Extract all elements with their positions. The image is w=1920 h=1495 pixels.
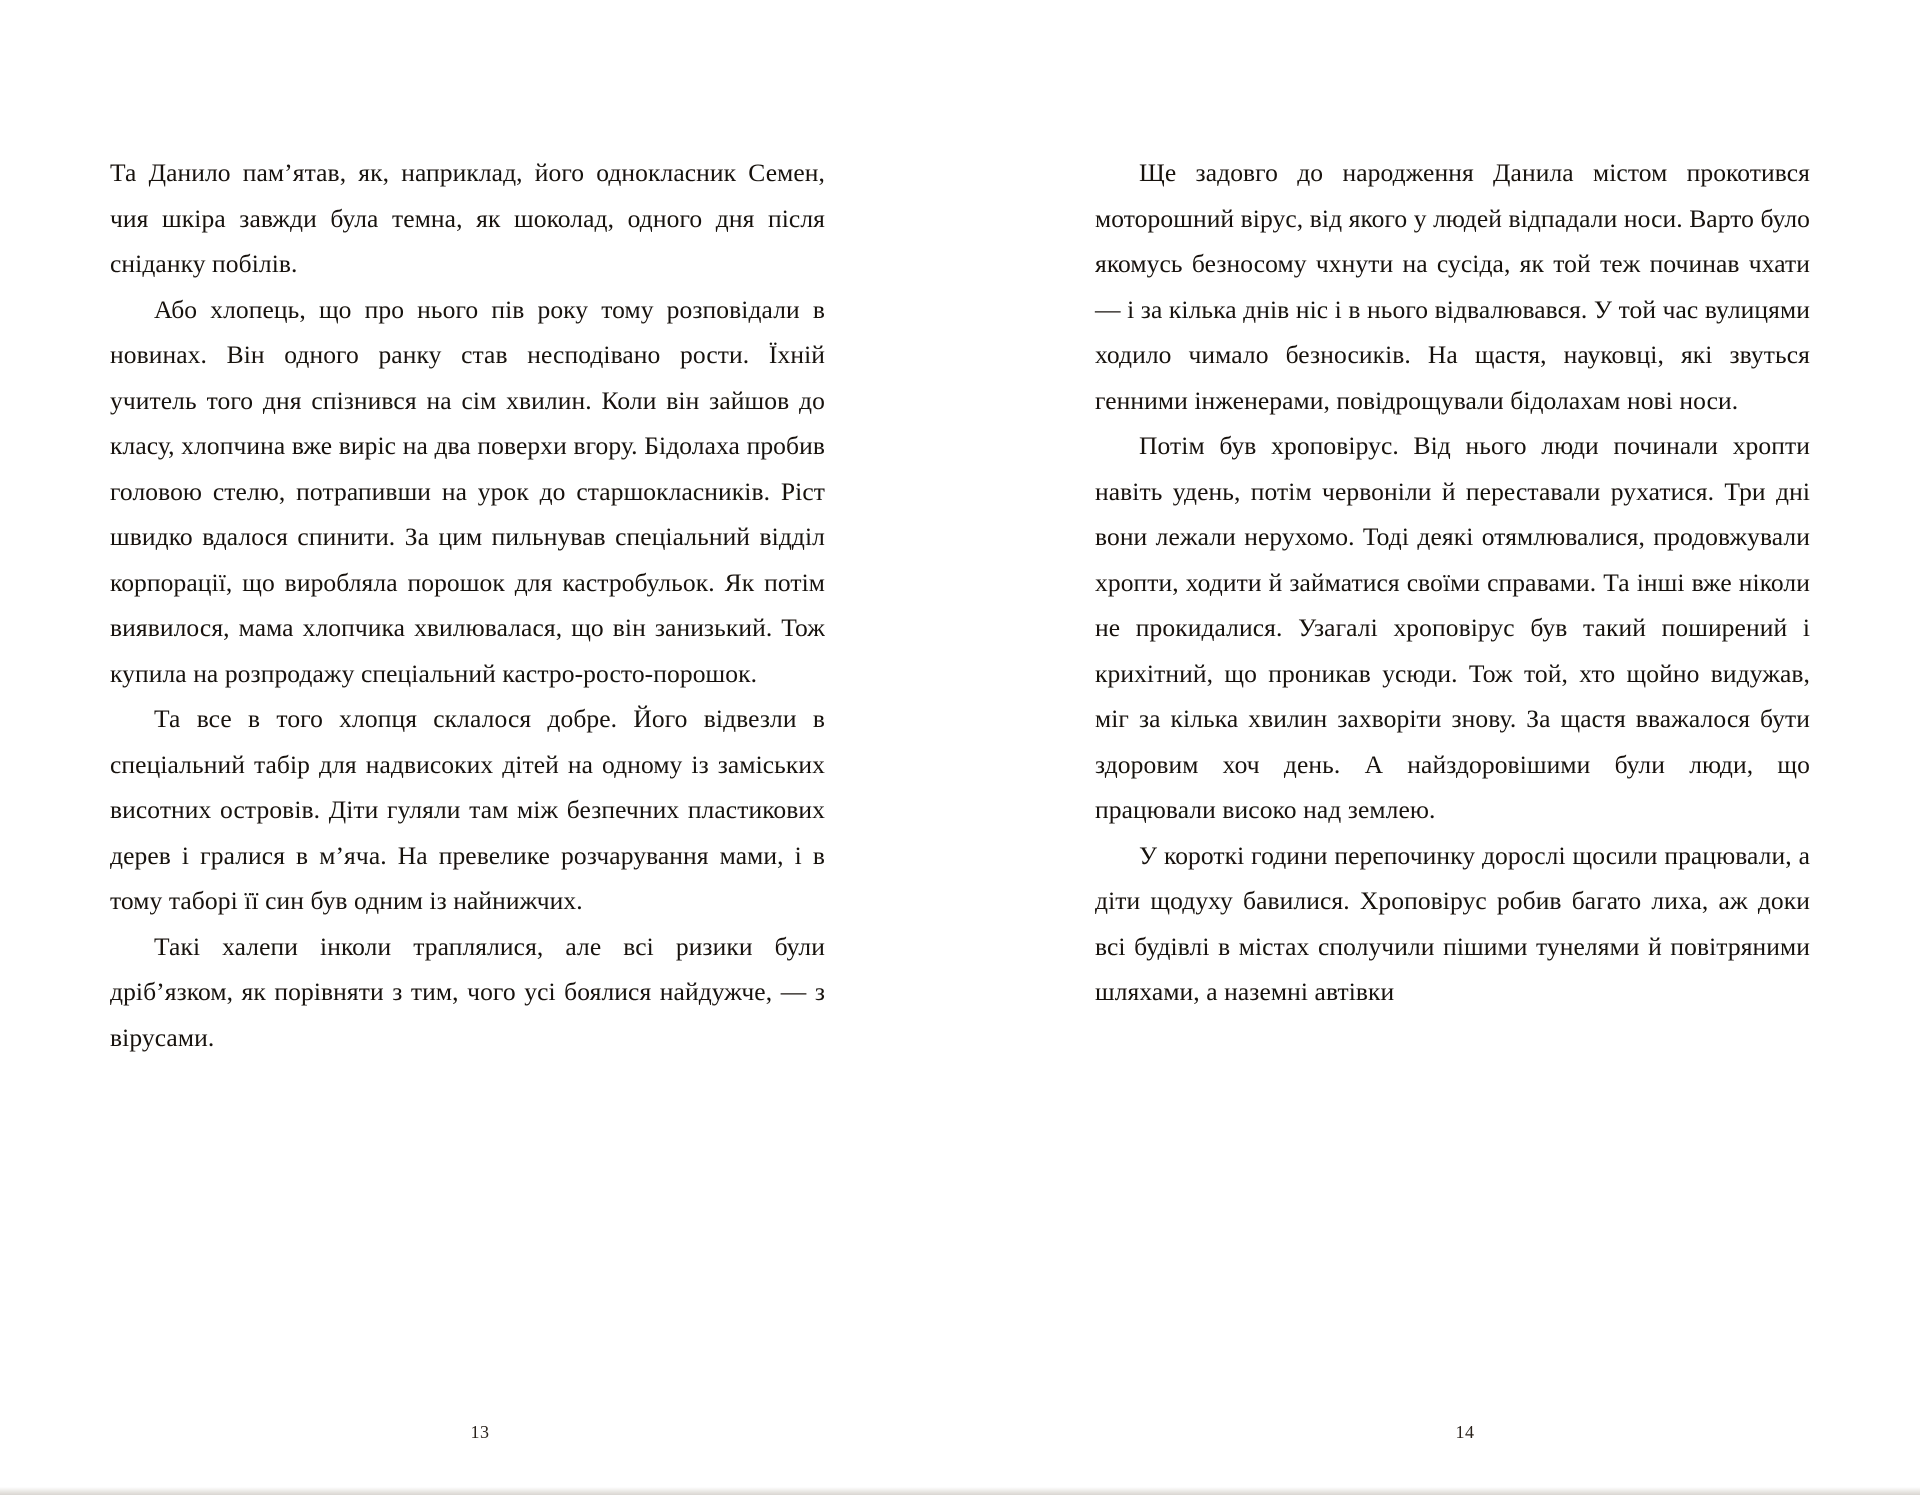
right-page xyxy=(960,150,1920,1495)
paragraph: Або хлопець, що про нього пів року тому розповідали в новинах. Він одного ранку став несподівано рости. Їхній учитель того дня спізнився на сім хвилин. Коли він зайшов до класу, хлопчина вже виріс на два поверхи вгору. Бідолаха пробив головою стелю, потрапивши на урок до старшокласників. Ріст швидко вдалося спинити. За цим пильнував спеціальний відділ корпорації, що виробляла порошок для кастробульок. Як потім виявилося, мама хлопчика хвилювалася, що він занизький. Тож купила на розпродажу спеціальний кастро-росто-порошок. xyxy=(110,294,825,688)
paragraph: У короткі години перепочинку дорослі щосили працювали, а діти щодуху бавилися. Хроповірус робив багато лиха, аж доки всі будівлі в містах сполучили пішими тунелями й повітряними шляхами, а наземні автівки xyxy=(1095,840,1810,1006)
paragraph: Ще задовго до народження Данила містом прокотився моторошний вірус, від якого у людей відпадали носи. Варто було якомусь безносому чхнути на сусіда, як той теж починав чхати — і за кілька днів ніс і в нього відвалювався. У той час вулицями ходило чимало безносиків. На щастя, науковці, які звуться генними інженерами, повідрощували бідолахам нові носи. xyxy=(1095,158,1810,415)
paragraph: Та Данило пам’ятав, як, наприклад, його однокласник Семен, чия шкіра завжди була темна, як шоколад, одного дня після сніданку побілів. xyxy=(110,158,825,278)
left-page-text-block xyxy=(110,150,825,1060)
right-page-text-block xyxy=(1095,150,1810,1015)
left-page xyxy=(0,150,960,1495)
paragraph: Потім був хроповірус. Від нього люди починали хропти навіть удень, потім червоніли й переставали рухатися. Три дні вони лежали нерухомо. Тоді деякі отямлювалися, продовжували хропти, ходити й займатися своїми справами. Та інші вже ніколи не прокидалися. Узагалі хроповірус був такий поширений і крихітний, що проникав усюди. Тож той, хто щойно видужав, міг за кілька хвилин захворіти знову. За щастя вважалося бути здоровим хоч день. А найздоровішими були люди, що працювали високо над землею. xyxy=(1095,431,1810,824)
paragraph: Такі халепи інколи траплялися, але всі ризики були дріб’язком, як порівняти з тим, чого усі боялися найдужче, — з вірусами. xyxy=(110,931,825,1052)
page-number-left: 13 xyxy=(470,1422,490,1442)
page-number-right: 14 xyxy=(1455,1422,1475,1442)
page-bottom-edge xyxy=(0,1487,1920,1495)
paragraph: Та все в того хлопця склалося добре. Його відвезли в спеціальний табір для надвисоких дітей на одному із заміських висотних островів. Діти гуляли там між безпечних пластикових дерев і гралися в м’яча. На превелике розчарування мами, і в тому таборі її син був одним із найнижчих. xyxy=(110,704,825,915)
